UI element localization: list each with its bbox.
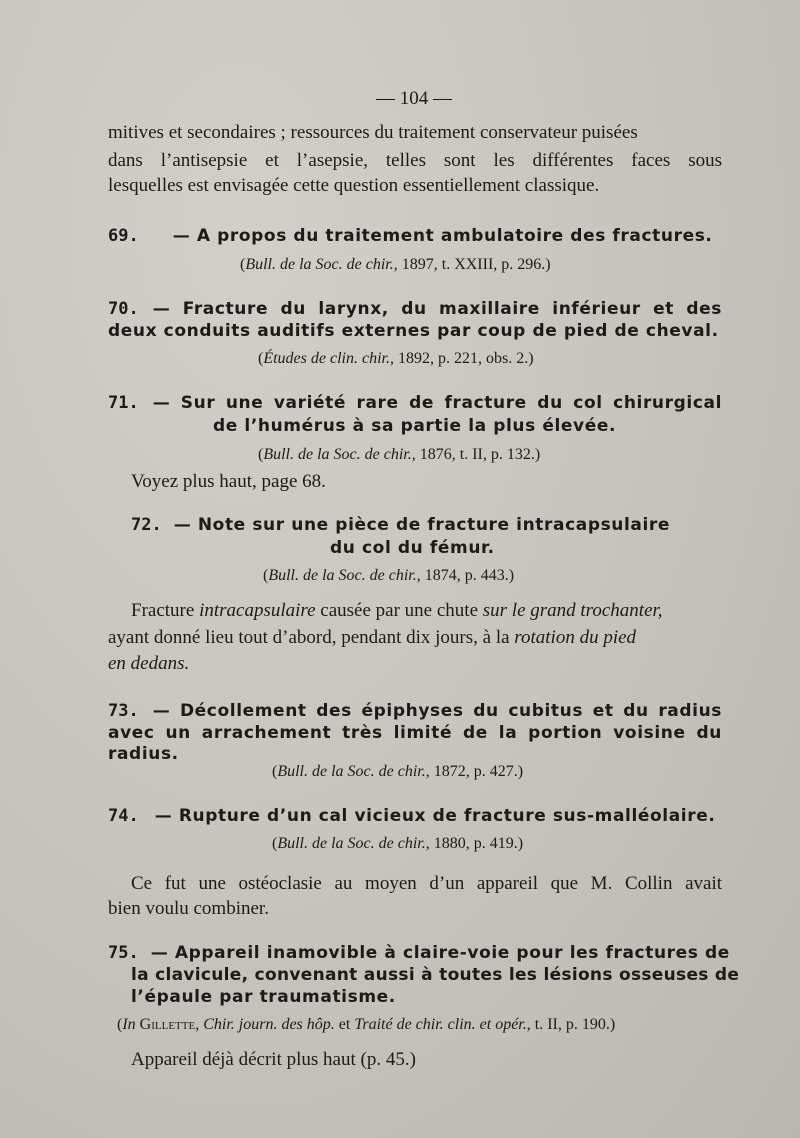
- entry-70-title: [108, 299, 722, 319]
- entry-number: 69.: [108, 226, 139, 246]
- entry-71-reference: (Bull. de la Soc. de chir., 1876, t. II, p. 132.): [258, 446, 541, 463]
- entry-75-title-line3: l’épaule par traumatisme.: [131, 987, 396, 1007]
- entry-title: — Rupture d’un cal vicieux de fracture sus-malléolaire.: [154, 806, 716, 826]
- entry-title: — Fracture du larynx, du maxillaire inférieur et des: [152, 299, 722, 319]
- entry-74-text: bien voulu combiner.: [108, 898, 269, 919]
- entry-72-title-line2: du col du fémur.: [330, 538, 495, 558]
- intro-line: mitives et secondaires ; ressources du traitement conservateur puisées: [108, 122, 638, 143]
- page-number: — 104 —: [376, 88, 452, 109]
- entry-number: 73.: [108, 701, 139, 721]
- entry-69-reference: (Bull. de la Soc. de chir., 1897, t. XXIII, p. 296.): [240, 256, 551, 273]
- intro-line: dans l’antisepsie et l’asepsie, telles sont les différentes faces sous: [108, 150, 722, 171]
- entry-70-reference: (Études de clin. chir., 1892, p. 221, obs. 2.): [258, 350, 534, 367]
- entry-title: — Note sur une pièce de fracture intracapsulaire: [173, 515, 671, 535]
- entry-70-title-line2: deux conduits auditifs externes par coup de pied de cheval.: [108, 321, 719, 341]
- entry-75-reference: (In Gillette, Chir. journ. des hôp. et Traité de chir. clin. et opér., t. II, p. 190.): [117, 1016, 616, 1033]
- entry-75-title-line2: la clavicule, convenant aussi à toutes les lésions osseuses de: [131, 965, 740, 985]
- intro-line: lesquelles est envisagée cette question essentiellement classique.: [108, 175, 600, 196]
- entry-title: — Sur une variété rare de fracture du col chirurgical: [152, 393, 722, 413]
- entry-74-reference: (Bull. de la Soc. de chir., 1880, p. 419.): [272, 835, 524, 852]
- entry-73-title: [108, 701, 722, 721]
- entry-75-title: [108, 943, 730, 963]
- entry-title: — Appareil inamovible à claire-voie pour les fractures de: [150, 943, 730, 963]
- entry-71-note: Voyez plus haut, page 68.: [131, 471, 326, 492]
- entry-69-title: [108, 226, 712, 246]
- entry-74-title: [108, 806, 715, 826]
- entry-72-reference: (Bull. de la Soc. de chir., 1874, p. 443.): [263, 567, 515, 584]
- entry-74-text: Ce fut une ostéoclasie au moyen d’un appareil que M. Collin avait: [131, 873, 722, 894]
- entry-71-title-line2: de l’humérus à sa partie la plus élevée.: [213, 416, 617, 436]
- entry-72-text: Fracture intracapsulaire causée par une chute sur le grand trochanter,: [131, 600, 663, 621]
- entry-title: — A propos du traitement ambulatoire des fractures.: [172, 226, 713, 246]
- entry-73-title-line3: radius.: [108, 744, 179, 764]
- entry-72-text: ayant donné lieu tout d’abord, pendant dix jours, à la rotation du pied: [108, 627, 637, 648]
- entry-title: — Décollement des épiphyses du cubitus et du radius: [152, 701, 722, 721]
- entry-number: 72.: [131, 515, 162, 535]
- entry-number: 70.: [108, 299, 139, 319]
- entry-71-title: [108, 393, 722, 413]
- entry-number: 71.: [108, 393, 139, 413]
- entry-75-note: Appareil déjà décrit plus haut (p. 45.): [131, 1049, 416, 1070]
- entry-73-title-line2: avec un arrachement très limité de la portion voisine du: [108, 723, 722, 743]
- entry-72-text: en dedans.: [108, 653, 190, 674]
- entry-73-reference: (Bull. de la Soc. de chir., 1872, p. 427.): [272, 763, 524, 780]
- entry-number: 75.: [108, 943, 139, 963]
- entry-number: 74.: [108, 806, 139, 826]
- entry-72-title: [131, 515, 670, 535]
